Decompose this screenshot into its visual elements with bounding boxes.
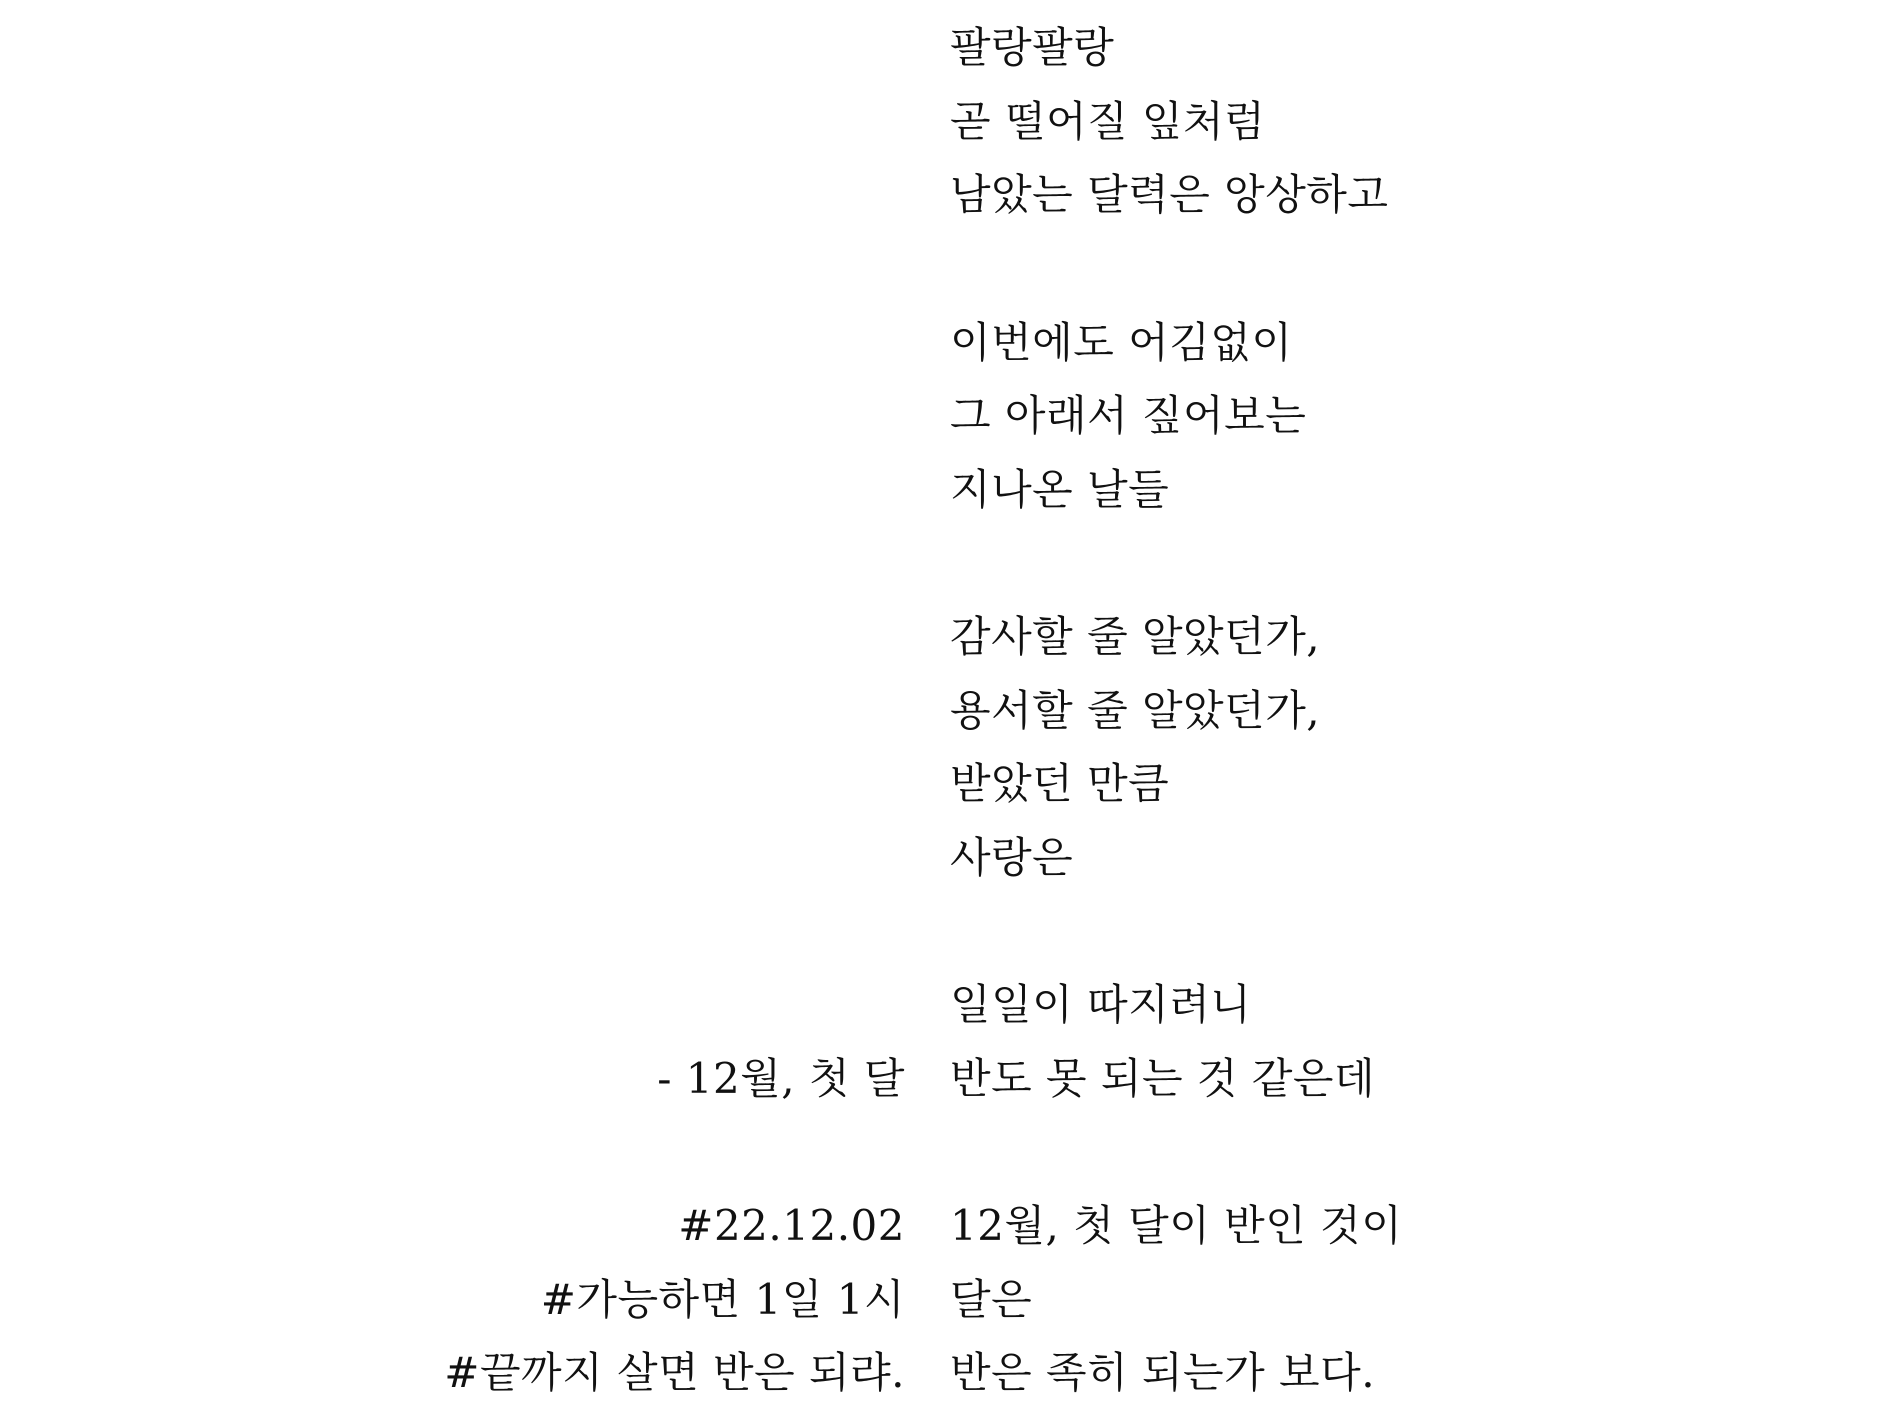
poem-line: 반도 못 되는 것 같은데 xyxy=(950,1054,1376,1103)
poem-line: 그 아래서 짚어보는 xyxy=(950,391,1307,440)
poem-tag: #가능하면 1일 1시 xyxy=(540,1275,905,1324)
poem-line: 남았는 달력은 앙상하고 xyxy=(950,170,1389,219)
poem-line: 곧 떨어질 잎처럼 xyxy=(950,97,1266,146)
poem-tag: #끝까지 살면 반은 되랴. xyxy=(444,1348,905,1397)
poem-line: 사랑은 xyxy=(950,833,1074,882)
poem-line: 일일이 따지려니 xyxy=(950,980,1252,1029)
poem-line: 반은 족히 되는가 보다. xyxy=(950,1348,1376,1397)
poem-line: 받았던 만큼 xyxy=(950,759,1170,808)
poem-line: 이번에도 어김없이 xyxy=(950,318,1293,367)
poem-line: 12월, 첫 달이 반인 것이 xyxy=(950,1201,1403,1250)
poem-tag: #22.12.02 xyxy=(678,1201,905,1250)
poem-line: 지나온 날들 xyxy=(950,465,1170,514)
poem-line: 용서할 줄 알았던가, xyxy=(950,686,1321,735)
poem-line: 달은 xyxy=(950,1275,1033,1324)
poem-title: - 12월, 첫 달 xyxy=(657,1054,905,1103)
poem-line: 팔랑팔랑 xyxy=(950,23,1115,72)
poem-line: 감사할 줄 알았던가, xyxy=(950,612,1321,661)
